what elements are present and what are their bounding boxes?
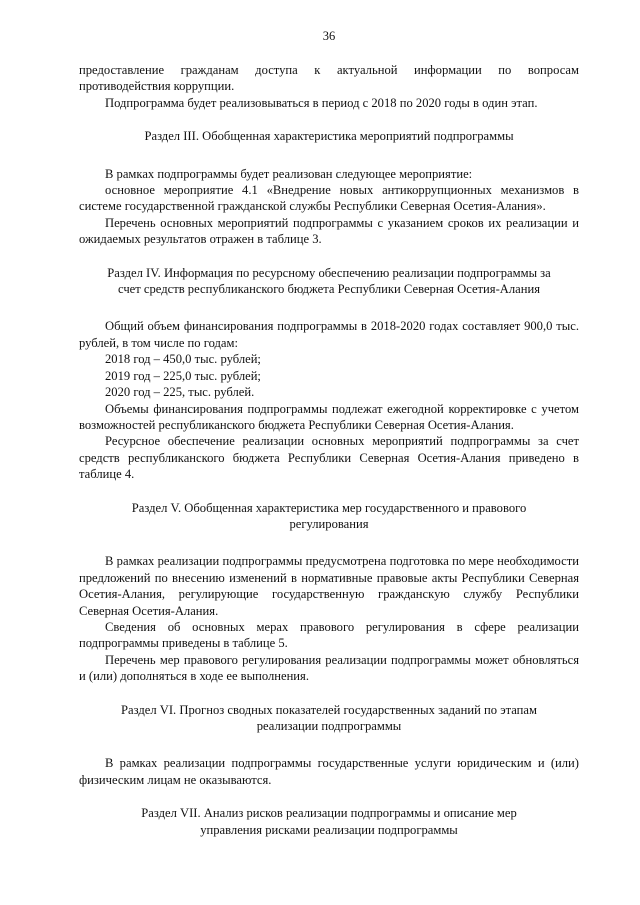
section-4-paragraph-1: Общий объем финансирования подпрограммы в 2018-2020 годах составляет 900,0 тыс. рублей, в том числе по годам: (79, 319, 579, 350)
section-3-paragraph-2: основное мероприятие 4.1 «Внедрение новых антикоррупционных механизмов в системе государственной гражданской службы Республики Северная Осетия-Алания». (79, 183, 579, 214)
intro-paragraph-1: предоставление гражданам доступа к актуальной информации по вопросам противодействия коррупции. (79, 63, 579, 94)
section-7-heading-line-1: Раздел VII. Анализ рисков реализации подпрограммы и описание мер (141, 806, 517, 821)
funding-year-2018: 2018 год – 450,0 тыс. рублей; (105, 352, 261, 367)
section-4-heading (79, 265, 579, 298)
section-5-heading (79, 500, 579, 533)
section-6-heading-line-2: реализации подпрограммы (256, 719, 402, 733)
section-4-heading-line-2: счет средств республиканского бюджета Республики Северная Осетия-Алания (117, 282, 541, 297)
section-3-paragraph-1: В рамках подпрограммы будет реализован следующее мероприятие: (105, 166, 473, 181)
section-6-paragraph-1: В рамках реализации подпрограммы государственные услуги юридическим и (или) физическим лицам не оказываются. (79, 756, 579, 787)
page-number: 36 (322, 29, 336, 43)
section-3-paragraph-3: Перечень основных мероприятий подпрограммы с указанием сроков их реализации и ожидаемых результатов отражен в таблице 3. (79, 215, 579, 247)
intro-paragraph-2: Подпрограмма будет реализовываться в период с 2018 по 2020 годы в один этап. (105, 95, 538, 110)
section-5-heading-line-2: регулирования (289, 516, 369, 531)
section-6-heading (79, 702, 579, 735)
section-4-paragraph-2: Объемы финансирования подпрограммы подлежат ежегодной корректировке с учетом возможностей республиканского бюджета Республики Северная Осетия-Алания. (79, 401, 579, 432)
section-7-heading-line-2: управления рисками реализации подпрограммы (200, 822, 458, 837)
section-6-heading-line-1: Раздел VI. Прогноз сводных показателей государственных заданий по этапам (121, 702, 537, 717)
section-7-heading (79, 805, 579, 838)
funding-year-2019: 2019 год – 225,0 тыс. рублей; (105, 368, 261, 383)
section-5-paragraph-3: Перечень мер правового регулирования реализации подпрограммы может обновляться и (или) дополняться в ходе ее выполнения. (79, 652, 579, 684)
document-page (79, 28, 579, 838)
section-5-paragraph-2: Сведения об основных мерах правового регулирования в сфере реализации подпрограммы приведены в таблице 5. (79, 619, 579, 651)
section-4-paragraph-3: Ресурсное обеспечение реализации основных мероприятий подпрограммы за счет средств республиканского бюджета Республики Северная Осетия-Алания приведено в таблице 4. (79, 434, 579, 482)
section-5-paragraph-1: В рамках реализации подпрограммы предусмотрена подготовка по мере необходимости предложений по внесению изменений в нормативные правовые акты Республики Северная Осетия-Алания, регулирующие государственную гражданскую службу Республики Северная Осетия-Алания. (79, 554, 579, 618)
section-5-heading-line-1: Раздел V. Обобщенная характеристика мер государственного и правового (131, 500, 527, 515)
section-4-heading-line-1: Раздел IV. Информация по ресурсному обеспечению реализации подпрограммы за (107, 265, 551, 280)
funding-year-2020: 2020 год – 225, тыс. рублей. (105, 385, 255, 400)
section-3-heading: Раздел III. Обобщенная характеристика мероприятий подпрограммы (144, 129, 514, 144)
